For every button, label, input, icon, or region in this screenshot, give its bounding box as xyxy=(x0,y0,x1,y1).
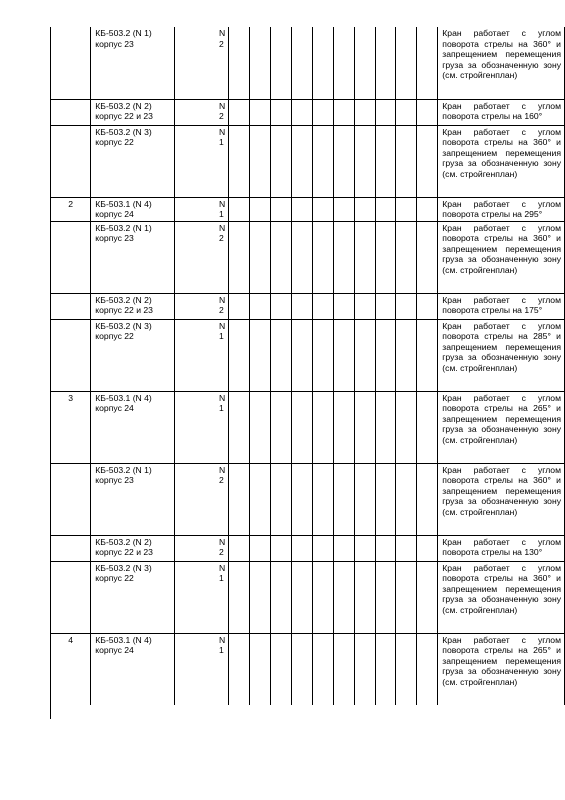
note-cell: Кран работает с углом поворота стрелы на 360° и запрещением перемещения груза за обозначенную зону (см. стройгенплан) xyxy=(438,221,565,293)
empty-cell xyxy=(354,463,375,535)
empty-cell xyxy=(375,391,396,463)
note-cell: Кран работает с углом поворота стрелы на 265° и запрещением перемещения груза за обозначенную зону (см. стройгенплан) xyxy=(438,633,565,705)
empty-cell xyxy=(229,561,250,633)
table-row xyxy=(50,197,565,221)
empty-cell xyxy=(312,99,333,125)
empty-cell xyxy=(250,535,271,561)
empty-cell xyxy=(396,561,417,633)
empty-cell xyxy=(417,391,438,463)
table-row xyxy=(50,27,565,99)
empty-cell xyxy=(312,561,333,633)
empty-cell xyxy=(333,27,354,99)
note-cell: Кран работает с углом поворота стрелы на 285° и запрещением перемещения груза за обозначенную зону (см. стройгенплан) xyxy=(438,319,565,391)
empty-cell xyxy=(396,221,417,293)
crane-schedule-table xyxy=(50,27,565,705)
crane-cell: КБ-503.2 (N 3) корпус 22 xyxy=(91,125,175,197)
empty-cell xyxy=(354,391,375,463)
table-row xyxy=(50,221,565,293)
empty-cell xyxy=(229,633,250,705)
empty-cell xyxy=(417,293,438,319)
empty-cell xyxy=(375,293,396,319)
row-number-cell xyxy=(50,221,91,293)
crane-cell: КБ-503.2 (N 3) корпус 22 xyxy=(91,561,175,633)
empty-cell xyxy=(291,293,312,319)
note-cell: Кран работает с углом поворота стрелы на 295° xyxy=(438,197,565,221)
empty-cell xyxy=(229,221,250,293)
note-cell: Кран работает с углом поворота стрелы на 360° и запрещением перемещения груза за обозначенную зону (см. стройгенплан) xyxy=(438,27,565,99)
empty-cell xyxy=(417,221,438,293)
crane-index-cell: N 1 xyxy=(175,125,229,197)
empty-cell xyxy=(271,197,292,221)
crane-index-cell: N 1 xyxy=(175,561,229,633)
empty-cell xyxy=(354,319,375,391)
note-cell: Кран работает с углом поворота стрелы на 360° и запрещением перемещения груза за обозначенную зону (см. стройгенплан) xyxy=(438,561,565,633)
empty-cell xyxy=(229,293,250,319)
empty-cell xyxy=(312,221,333,293)
crane-cell: КБ-503.2 (N 3) корпус 22 xyxy=(91,319,175,391)
note-cell: Кран работает с углом поворота стрелы на 175° xyxy=(438,293,565,319)
empty-cell xyxy=(271,99,292,125)
empty-cell xyxy=(271,391,292,463)
empty-cell xyxy=(354,293,375,319)
empty-cell xyxy=(396,197,417,221)
empty-cell xyxy=(250,221,271,293)
empty-cell xyxy=(396,319,417,391)
empty-cell xyxy=(375,99,396,125)
empty-cell xyxy=(271,27,292,99)
row-number-cell xyxy=(50,125,91,197)
row-number-cell xyxy=(50,27,91,99)
empty-cell xyxy=(229,535,250,561)
empty-cell xyxy=(396,633,417,705)
empty-cell xyxy=(312,293,333,319)
table-row xyxy=(50,633,565,705)
empty-cell xyxy=(250,319,271,391)
crane-index-cell: N 2 xyxy=(175,293,229,319)
empty-cell xyxy=(333,463,354,535)
crane-index-cell: N 1 xyxy=(175,319,229,391)
empty-cell xyxy=(291,125,312,197)
table-row xyxy=(50,463,565,535)
empty-cell xyxy=(312,535,333,561)
empty-cell xyxy=(291,633,312,705)
empty-cell xyxy=(354,99,375,125)
empty-cell xyxy=(333,197,354,221)
empty-cell xyxy=(229,391,250,463)
empty-cell xyxy=(333,561,354,633)
empty-cell xyxy=(271,221,292,293)
row-number-cell: 3 xyxy=(50,391,91,463)
empty-cell xyxy=(229,125,250,197)
empty-cell xyxy=(312,197,333,221)
row-number-cell xyxy=(50,99,91,125)
empty-cell xyxy=(354,27,375,99)
table-row xyxy=(50,561,565,633)
empty-cell xyxy=(291,535,312,561)
empty-cell xyxy=(396,125,417,197)
empty-cell xyxy=(250,633,271,705)
empty-cell xyxy=(396,27,417,99)
crane-cell: КБ-503.2 (N 2) корпус 22 и 23 xyxy=(91,293,175,319)
empty-cell xyxy=(333,633,354,705)
row-number-cell: 2 xyxy=(50,197,91,221)
note-cell: Кран работает с углом поворота стрелы на 360° и запрещением перемещения груза за обозначенную зону (см. стройгенплан) xyxy=(438,125,565,197)
empty-cell xyxy=(375,633,396,705)
note-cell: Кран работает с углом поворота стрелы на 265° и запрещением перемещения груза за обозначенную зону (см. стройгенплан) xyxy=(438,391,565,463)
crane-index-cell: N 1 xyxy=(175,391,229,463)
empty-cell xyxy=(312,27,333,99)
empty-cell xyxy=(354,633,375,705)
empty-cell xyxy=(375,125,396,197)
crane-index-cell: N 2 xyxy=(175,463,229,535)
empty-cell xyxy=(291,99,312,125)
empty-cell xyxy=(396,293,417,319)
row-number-cell xyxy=(50,535,91,561)
empty-cell xyxy=(354,561,375,633)
empty-cell xyxy=(271,535,292,561)
crane-cell: КБ-503.1 (N 4) корпус 24 xyxy=(91,633,175,705)
empty-cell xyxy=(333,535,354,561)
empty-cell xyxy=(291,27,312,99)
empty-cell xyxy=(271,463,292,535)
empty-cell xyxy=(271,293,292,319)
crane-index-cell: N 2 xyxy=(175,27,229,99)
empty-cell xyxy=(396,99,417,125)
empty-cell xyxy=(291,197,312,221)
row-number-cell xyxy=(50,561,91,633)
crane-index-cell: N 1 xyxy=(175,197,229,221)
empty-cell xyxy=(229,463,250,535)
empty-cell xyxy=(354,535,375,561)
row-number-cell xyxy=(50,463,91,535)
table-row xyxy=(50,391,565,463)
empty-cell xyxy=(417,27,438,99)
empty-cell xyxy=(375,27,396,99)
crane-cell: КБ-503.2 (N 2) корпус 22 и 23 xyxy=(91,99,175,125)
empty-cell xyxy=(396,391,417,463)
table-row xyxy=(50,319,565,391)
table-row xyxy=(50,99,565,125)
empty-cell xyxy=(354,221,375,293)
empty-cell xyxy=(375,221,396,293)
note-cell: Кран работает с углом поворота стрелы на 130° xyxy=(438,535,565,561)
empty-cell xyxy=(250,293,271,319)
empty-cell xyxy=(333,319,354,391)
empty-cell xyxy=(417,633,438,705)
crane-index-cell: N 2 xyxy=(175,221,229,293)
empty-cell xyxy=(250,99,271,125)
empty-cell xyxy=(250,197,271,221)
empty-cell xyxy=(333,293,354,319)
empty-cell xyxy=(417,197,438,221)
empty-cell xyxy=(312,125,333,197)
empty-cell xyxy=(417,319,438,391)
empty-cell xyxy=(291,391,312,463)
empty-cell xyxy=(229,319,250,391)
empty-cell xyxy=(417,561,438,633)
table-row xyxy=(50,125,565,197)
empty-cell xyxy=(375,463,396,535)
empty-cell xyxy=(333,221,354,293)
empty-cell xyxy=(375,561,396,633)
crane-index-cell: N 2 xyxy=(175,99,229,125)
empty-cell xyxy=(333,391,354,463)
empty-cell xyxy=(354,197,375,221)
empty-cell xyxy=(312,391,333,463)
empty-cell xyxy=(312,463,333,535)
empty-cell xyxy=(271,633,292,705)
empty-cell xyxy=(250,561,271,633)
empty-cell xyxy=(250,27,271,99)
crane-index-cell: N 2 xyxy=(175,535,229,561)
empty-cell xyxy=(396,535,417,561)
empty-cell xyxy=(333,125,354,197)
empty-cell xyxy=(229,27,250,99)
empty-cell xyxy=(250,125,271,197)
empty-cell xyxy=(229,99,250,125)
empty-cell xyxy=(396,463,417,535)
empty-cell xyxy=(271,561,292,633)
empty-cell xyxy=(229,197,250,221)
crane-cell: КБ-503.1 (N 4) корпус 24 xyxy=(91,391,175,463)
empty-cell xyxy=(417,463,438,535)
empty-cell xyxy=(354,125,375,197)
empty-cell xyxy=(271,125,292,197)
empty-cell xyxy=(375,319,396,391)
table-row xyxy=(50,293,565,319)
row-number-cell: 4 xyxy=(50,633,91,705)
row-number-cell xyxy=(50,319,91,391)
note-cell: Кран работает с углом поворота стрелы на 360° и запрещением перемещения груза за обозначенную зону (см. стройгенплан) xyxy=(438,463,565,535)
note-cell: Кран работает с углом поворота стрелы на 160° xyxy=(438,99,565,125)
empty-cell xyxy=(291,221,312,293)
empty-cell xyxy=(417,99,438,125)
crane-cell: КБ-503.2 (N 1) корпус 23 xyxy=(91,463,175,535)
empty-cell xyxy=(417,535,438,561)
row-number-cell xyxy=(50,293,91,319)
empty-cell xyxy=(375,197,396,221)
empty-cell xyxy=(271,319,292,391)
empty-cell xyxy=(250,463,271,535)
crane-cell: КБ-503.2 (N 1) корпус 23 xyxy=(91,221,175,293)
table-row xyxy=(50,535,565,561)
empty-cell xyxy=(417,125,438,197)
empty-cell xyxy=(291,319,312,391)
crane-cell: КБ-503.2 (N 1) корпус 23 xyxy=(91,27,175,99)
empty-cell xyxy=(375,535,396,561)
empty-cell xyxy=(291,561,312,633)
crane-index-cell: N 1 xyxy=(175,633,229,705)
crane-cell: КБ-503.1 (N 4) корпус 24 xyxy=(91,197,175,221)
empty-cell xyxy=(250,391,271,463)
empty-cell xyxy=(333,99,354,125)
empty-cell xyxy=(291,463,312,535)
empty-cell xyxy=(312,633,333,705)
empty-cell xyxy=(312,319,333,391)
crane-cell: КБ-503.2 (N 2) корпус 22 и 23 xyxy=(91,535,175,561)
